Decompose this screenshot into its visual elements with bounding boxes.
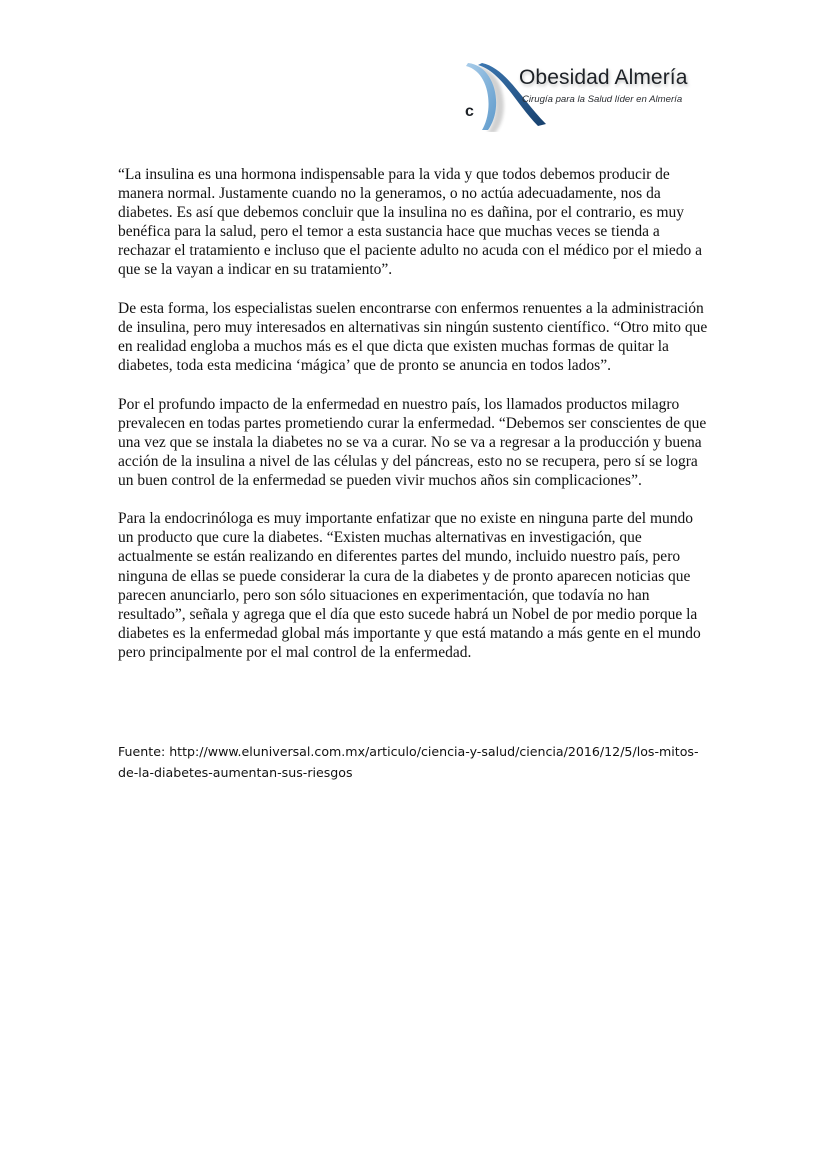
- paragraph: “La insulina es una hormona indispensable para la vida y que todos debemos producir de manera normal. Justamente cuando no la generamos, o no actúa adecuadamente, nos da diabetes. Es así que debemos concluir que la insulina no es dañina, por el contrario, es muy benéfica para la salud, pero el temor a esta sustancia hace que muchas veces se tienda a rechazar el tratamiento e incluso que el paciente adulto no acuda con el médico por el miedo a que se la vayan a indicar en su tratamiento”.: [118, 166, 703, 279]
- logo-name: Obesidad Almería: [519, 66, 688, 89]
- article-body: [118, 165, 710, 681]
- svg-text:c: c: [465, 103, 474, 120]
- paragraph: Por el profundo impacto de la enfermedad en nuestro país, los llamados productos milagro prevalecen en todas partes prometiendo curar la enfermedad. “Debemos ser conscientes de que una vez que se instala la diabetes no se va a curar. No se va a regresar a la producción y buena acción de la insulina a nivel de las células y del páncreas, esto no se recupera, pero sí se logra un buen control de la enfermedad se pueden vivir muchos años sin complicaciones”.: [118, 395, 707, 489]
- logo: [462, 60, 712, 132]
- source-citation: [118, 741, 718, 783]
- paragraph: De esta forma, los especialistas suelen encontrarse con enfermos renuentes a la administración de insulina, pero muy interesados en alternativas sin ningún sustento científico. “Otro mito que en realidad engloba a muchos más es el que dicta que existen muchas formas de quitar la diabetes, toda esta medicina ‘mágica’ que de pronto se anuncia en todos lados”.: [118, 299, 708, 375]
- logo-tagline: Cirugía para la Salud líder en Almería: [522, 94, 683, 105]
- paragraph: Para la endocrinóloga es muy importante enfatizar que no existe en ninguna parte del mundo un producto que cure la diabetes. “Existen muchas alternativas en investigación, que actualmente se están realizando en diferentes partes del mundo, incluido nuestro país, pero ninguna de ellas se puede considerar la cura de la diabetes y de pronto aparecen noticias que parecen anunciarlo, pero son sólo situaciones en experimentación, que todavía no han resultado”, señala y agrega que el día que esto sucede habrá un Nobel de por medio porque la diabetes es la enfermedad global más importante y que está matando a más gente en el mundo pero principalmente por el mal control de la enfermedad.: [118, 510, 701, 661]
- source-url: http://www.eluniversal.com.mx/articulo/ciencia-y-salud/ciencia/2016/12/5/los-mitos-de-la-diabetes-aumentan-sus-riesgos: [118, 744, 699, 780]
- source-label: Fuente:: [118, 744, 170, 759]
